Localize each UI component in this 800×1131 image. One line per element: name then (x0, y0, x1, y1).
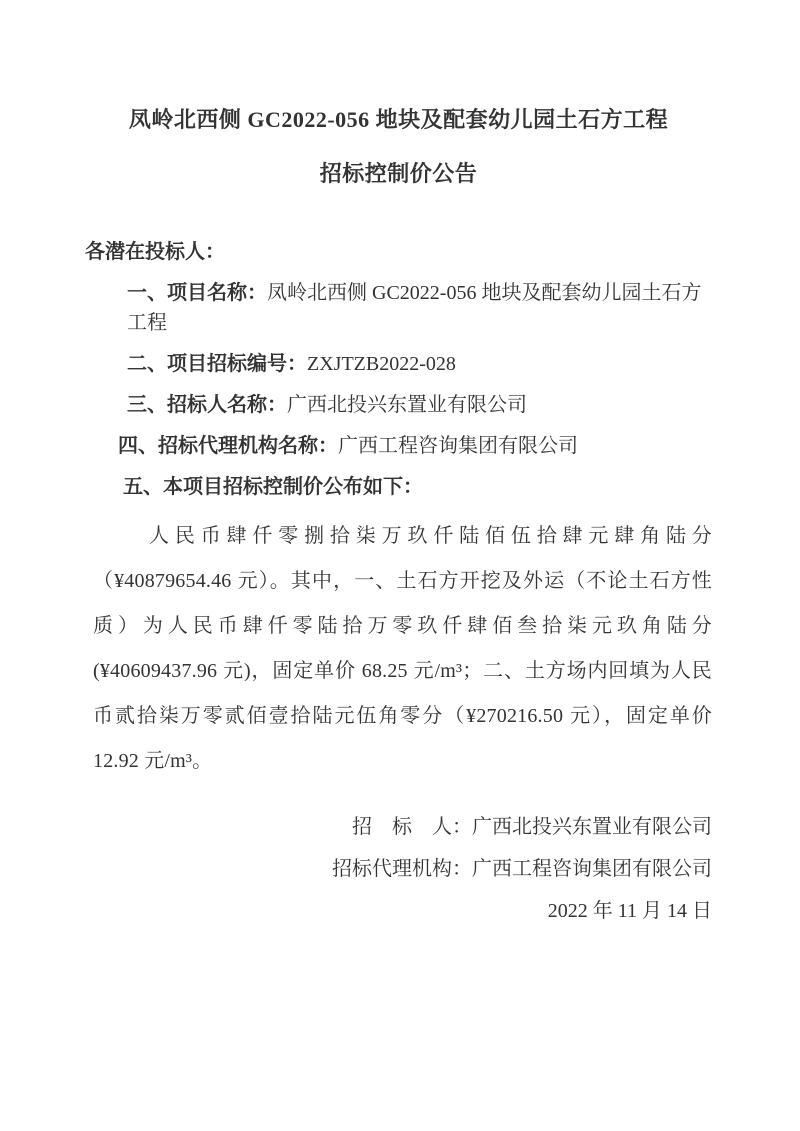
item-project-name-value: 凤岭北西侧 GC2022-056 地块及配套幼儿园土石方工程 (127, 282, 702, 334)
numbered-items (85, 278, 712, 502)
item-agency-name-value: 广西工程咨询集团有限公司 (338, 435, 578, 457)
item-tenderer-name-value: 广西北投兴东置业有限公司 (287, 394, 527, 416)
doc-title-line1: 凤岭北西侧 GC2022-056 地块及配套幼儿园土石方工程 (128, 107, 669, 132)
signature-block (85, 806, 712, 932)
signature-date: 2022 年 11 月 14 日 (547, 900, 712, 922)
control-price-paragraph: 人民币肆仟零捌拾柒万玖仟陆佰伍拾肆元肆角陆分（¥40879654.46 元）。其中，一、土石方开挖及外运（不论土石方性质）为人民币肆仟零陆拾万零玖仟肆佰叁拾柒元玖角陆分(¥40609437.96 元)，固定单价 68.25 元/m³；二、土方场内回填为人民币贰拾柒万零贰佰壹拾陆元伍角零分（¥270216.50 元），固定单价 12.92 元/m³。 (93, 525, 712, 772)
doc-title-line2: 招标控制价公告 (319, 161, 478, 186)
signature-agency-line (85, 848, 712, 890)
item-project-name (85, 278, 712, 338)
signature-agency-value: 广西工程咨询集团有限公司 (472, 858, 712, 880)
item-tender-number-value: ZXJTZB2022-028 (307, 353, 456, 375)
item-tenderer-name (85, 390, 712, 420)
item-control-price-heading (85, 472, 712, 502)
signature-bidder-label: 招 标 人： (352, 816, 472, 838)
item-agency-name-label: 四、招标代理机构名称： (118, 435, 338, 457)
item-tender-number (85, 349, 712, 379)
signature-bidder-line (85, 806, 712, 848)
signature-agency-label: 招标代理机构： (332, 858, 472, 880)
item-agency-name (85, 431, 712, 461)
item-tenderer-name-label: 三、招标人名称： (127, 394, 287, 416)
item-tender-number-label: 二、项目招标编号： (127, 353, 307, 375)
item-control-price-heading-label: 五、本项目招标控制价公布如下： (123, 476, 423, 498)
signature-bidder-value: 广西北投兴东置业有限公司 (472, 816, 712, 838)
salutation: 各潜在投标人： (85, 241, 225, 263)
item-project-name-label: 一、项目名称： (127, 282, 267, 304)
